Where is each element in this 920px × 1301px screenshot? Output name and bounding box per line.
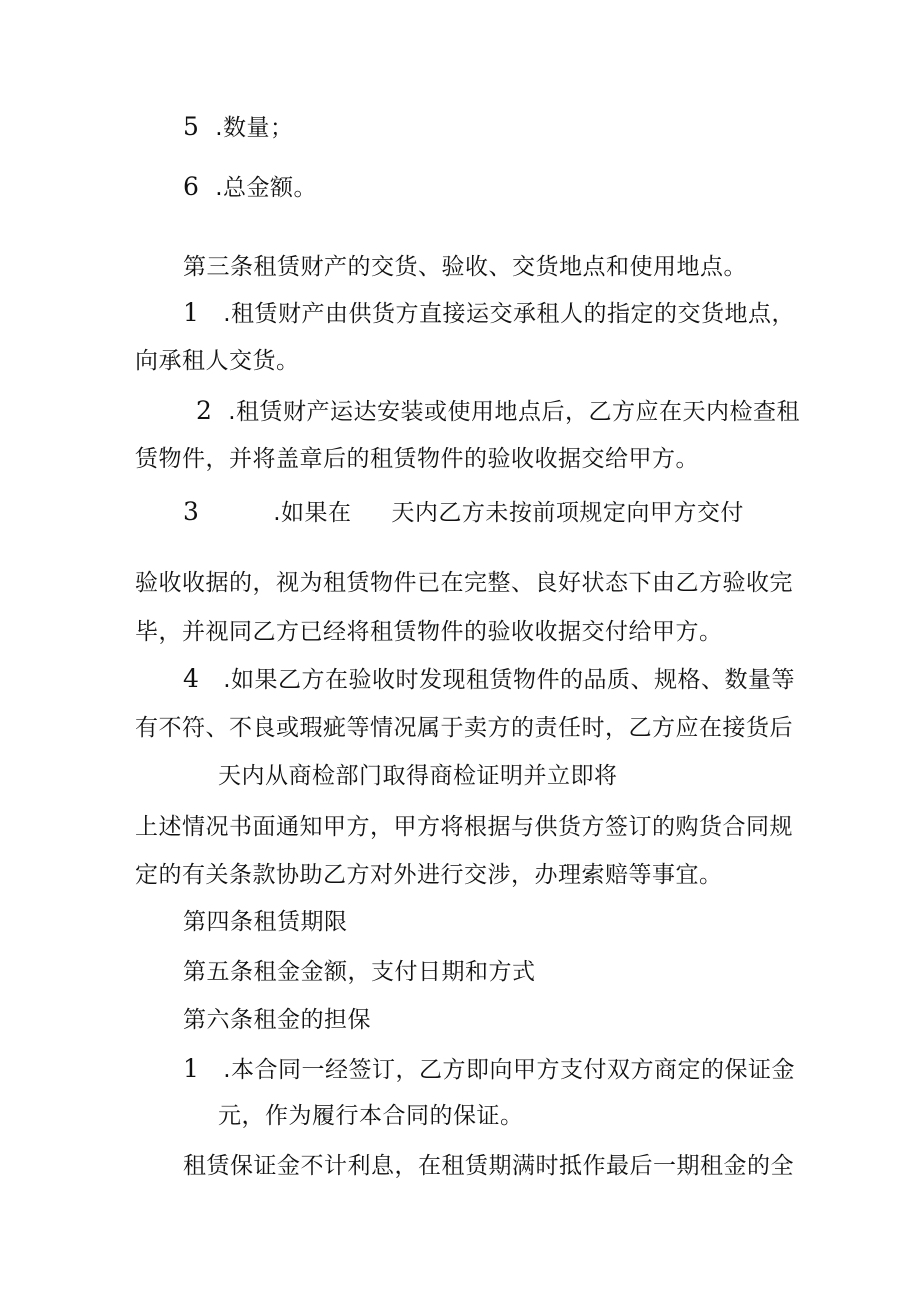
article-3-item-4-line [183,664,795,695]
article-6-item-1-line [183,1054,795,1085]
item-text: .如果在 [273,500,352,526]
article-3-heading: 第三条租赁财产的交货、验收、交货地点和使用地点。 [183,254,747,280]
article-3-item-1-line [183,298,795,329]
paragraph-line: 向承租人交货。 [135,348,300,374]
paragraph-line: 赁物件，并将盖章后的租赁物件的验收收据交给甲方。 [135,446,699,472]
item-number: 3 [183,497,200,526]
paragraph-line: 验收收据的，视为租赁物件已在完整、良好状态下由乙方验收完 [135,570,793,596]
item-number: 6 [183,172,200,201]
paragraph-line: 上述情况书面通知甲方，甲方将根据与供货方签订的购货合同规 [135,814,793,840]
item-number: 5 [183,112,200,141]
paragraph-line: 元，作为履行本合同的保证。 [218,1103,524,1129]
item-number: 2 [196,396,213,425]
article-3-item-3-line [183,497,744,528]
item-text: .如果乙方在验收时发现租赁物件的品质、规格、数量等 [223,667,796,693]
item-text-continued: 天内乙方未按前项规定向甲方交付 [391,500,744,526]
paragraph-line: 租赁保证金不计利息，在租赁期满时抵作最后一期租金的全 [183,1153,794,1179]
item-number: 1 [183,1054,200,1083]
item-text: .租赁财产运达安装或使用地点后，乙方应在天内检查租 [228,399,801,425]
paragraph-line: 有不符、不良或瑕疵等情况属于卖方的责任时，乙方应在接货后 [135,715,793,741]
article-3-item-2-line [196,396,800,427]
item-number: 1 [183,298,200,327]
item-text: .数量； [215,115,294,141]
item-5-line [183,112,294,143]
paragraph-line: 毕，并视同乙方已经将租赁物件的验收收据交付给甲方。 [135,619,723,645]
article-5-heading: 第五条租金金额，支付日期和方式 [183,959,536,985]
article-4-heading: 第四条租赁期限 [183,909,348,935]
item-number: 4 [183,664,200,693]
item-text: .本合同一经签订，乙方即向甲方支付双方商定的保证金 [223,1057,796,1083]
item-6-line [183,172,317,203]
paragraph-line: 天内从商检部门取得商检证明并立即将 [218,763,618,789]
item-text: .租赁财产由供货方直接运交承租人的指定的交货地点， [223,301,796,327]
article-6-heading: 第六条租金的担保 [183,1007,371,1033]
paragraph-line: 定的有关条款协助乙方对外进行交涉，办理索赔等事宜。 [135,862,723,888]
item-text: .总金额。 [215,175,318,201]
